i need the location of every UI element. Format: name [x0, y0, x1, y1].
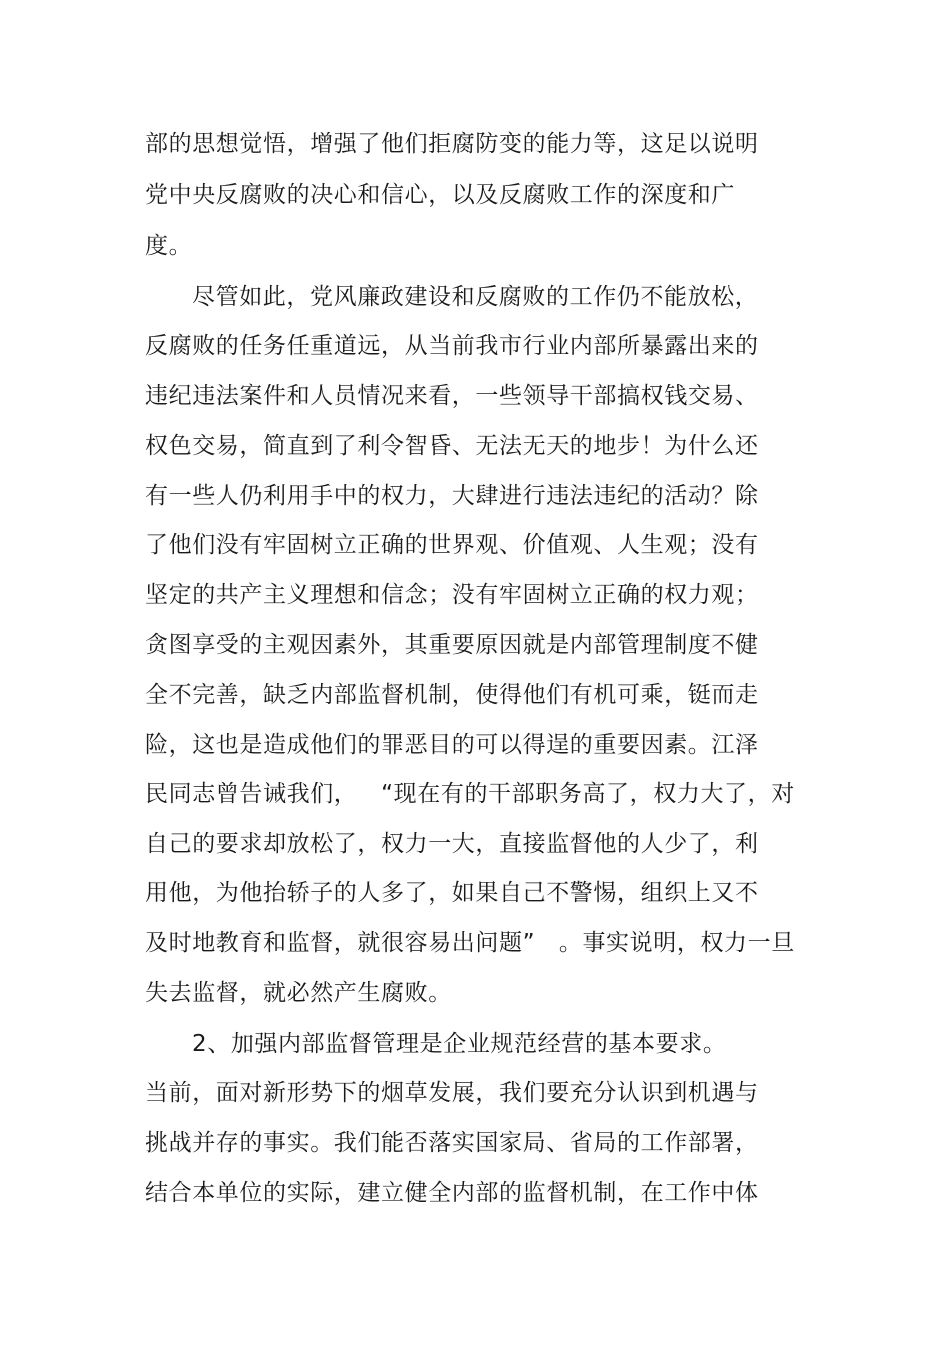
text-line: 反腐败的任务任重道远，从当前我市行业内部所暴露出来的: [145, 333, 759, 359]
text-line: 了他们没有牢固树立正确的世界观、价值观、人生观；没有: [145, 532, 759, 558]
text-line: 度。: [145, 233, 193, 259]
text-line: 部的思想觉悟，增强了他们拒腐防变的能力等，这足以说明: [145, 131, 759, 157]
text-line: 当前，面对新形势下的烟草发展，我们要充分认识到机遇与: [145, 1080, 759, 1106]
text-line: 及时地教育和监督，就很容易出问题” 。事实说明，权力一旦: [145, 930, 795, 956]
text-line: 违纪违法案件和人员情况来看，一些领导干部搞权钱交易、: [145, 383, 759, 409]
text-line: 民同志曾告诫我们， “现在有的干部职务高了，权力大了，对: [145, 781, 795, 807]
text-line: 险，这也是造成他们的罪恶目的可以得逞的重要因素。江泽: [145, 732, 759, 758]
text-line: 有一些人仍利用手中的权力，大肆进行违法违纪的活动？除: [145, 483, 759, 509]
paragraph-start-line: 尽管如此，党风廉政建设和反腐败的工作仍不能放松，: [192, 284, 759, 310]
text-line: 贪图享受的主观因素外，其重要原因就是内部管理制度不健: [145, 632, 759, 658]
text-line: 坚定的共产主义理想和信念；没有牢固树立正确的权力观；: [145, 582, 759, 608]
section-heading-line: 2、加强内部监督管理是企业规范经营的基本要求。: [192, 1031, 727, 1057]
text-line: 挑战并存的事实。我们能否落实国家局、省局的工作部署，: [145, 1130, 759, 1156]
text-line: 权色交易，简直到了利令智昏、无法无天的地步！为什么还: [145, 433, 759, 459]
text-line: 结合本单位的实际，建立健全内部的监督机制，在工作中体: [145, 1180, 759, 1206]
text-line: 用他，为他抬轿子的人多了，如果自己不警惕，组织上又不: [145, 880, 759, 906]
text-line: 全不完善，缺乏内部监督机制，使得他们有机可乘，铤而走: [145, 682, 759, 708]
text-line: 自己的要求却放松了，权力一大，直接监督他的人少了，利: [145, 831, 759, 857]
text-line: 失去监督，就必然产生腐败。: [145, 980, 452, 1006]
text-line: 党中央反腐败的决心和信心，以及反腐败工作的深度和广: [145, 182, 735, 208]
